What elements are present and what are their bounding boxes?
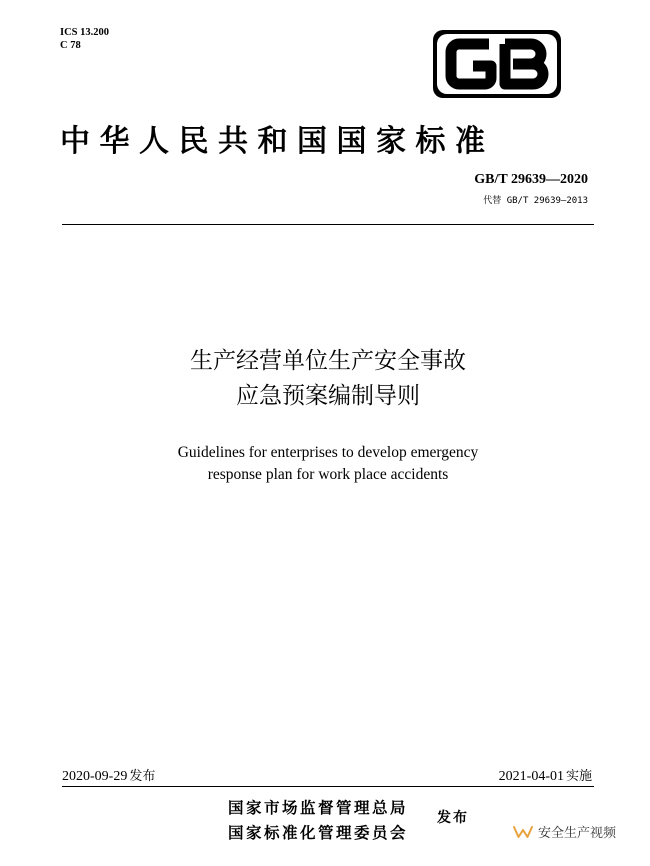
chinese-title-line-1: 生产经营单位生产安全事故 [190, 348, 466, 374]
classification-codes [60, 26, 109, 52]
watermark [512, 822, 616, 841]
watermark-text: 安全生产视频 [538, 826, 617, 841]
publish-label: 发布 [437, 810, 469, 826]
issuer-line-2: 国家标准化管理委员会 [228, 824, 409, 842]
replaced-standard: 代替 GB/T 29639—2013 [483, 196, 588, 206]
header-divider [62, 224, 594, 225]
chinese-title-line-2: 应急预案编制导则 [236, 383, 420, 409]
english-title-line-2: response plan for work place accidents [207, 466, 449, 483]
english-title-line-1: Guidelines for enterprises to develop emergency [177, 444, 479, 461]
issue-date-label: 发布 [129, 769, 156, 784]
effective-date [499, 765, 592, 785]
standard-number: GB/T 29639—2020 [474, 172, 588, 187]
issue-date [62, 765, 155, 785]
effective-date-value: 2021-04-01 [498, 769, 564, 784]
ics-code: ICS 13.200 [60, 27, 110, 38]
footer-divider [62, 786, 594, 787]
country-standard-title: 中华人民共和国国家标准 [60, 124, 495, 159]
effective-date-label: 实施 [565, 769, 592, 784]
ccs-code: C 78 [60, 40, 81, 51]
gb-logo [433, 30, 561, 98]
issuer-line-1: 国家市场监督管理总局 [228, 799, 409, 817]
wechat-channel-icon [512, 824, 534, 840]
issue-date-value: 2020-09-29 [62, 769, 128, 784]
